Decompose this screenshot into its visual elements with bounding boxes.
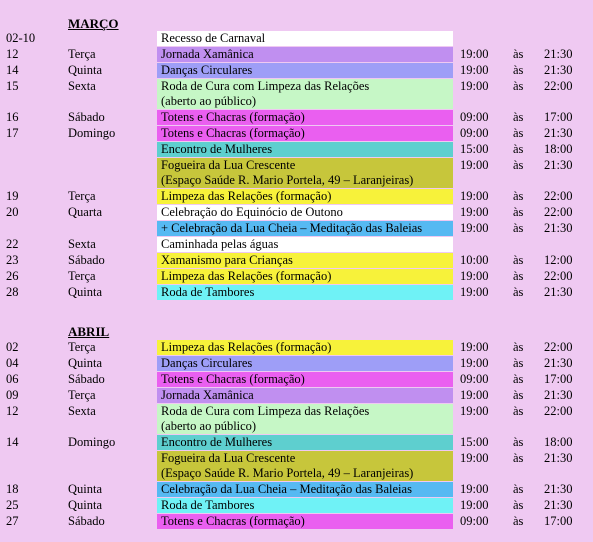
time-separator: às — [513, 514, 524, 528]
schedule-row — [0, 205, 593, 221]
event-weekday: Terça — [68, 47, 96, 61]
event-end-time: 21:30 — [544, 388, 573, 402]
event-end-time: 21:30 — [544, 482, 573, 496]
event-end-time: 22:00 — [544, 79, 573, 93]
event-start-time: 19:00 — [460, 158, 489, 172]
event-start-time: 15:00 — [460, 142, 489, 156]
event-weekday: Sábado — [68, 253, 105, 267]
event-weekday: Terça — [68, 388, 96, 402]
time-separator: às — [513, 482, 524, 496]
event-date: 02 — [6, 340, 19, 354]
time-separator: às — [513, 221, 524, 235]
schedule-row — [0, 388, 593, 404]
event-end-time: 22:00 — [544, 404, 573, 418]
event-date: 26 — [6, 269, 19, 283]
event-weekday: Quarta — [68, 205, 103, 219]
time-separator: às — [513, 285, 524, 299]
event-date: 14 — [6, 435, 19, 449]
event-activity: Roda de Cura com Limpeza das Relações (aberto ao público) — [157, 404, 453, 434]
event-end-time: 21:30 — [544, 126, 573, 140]
event-end-time: 21:30 — [544, 356, 573, 370]
event-activity: Limpeza das Relações (formação) — [157, 340, 453, 355]
schedule-row — [0, 372, 593, 388]
schedule-row — [0, 498, 593, 514]
event-end-time: 17:00 — [544, 372, 573, 386]
event-end-time: 22:00 — [544, 189, 573, 203]
schedule-row — [0, 482, 593, 498]
event-activity: Xamanismo para Crianças — [157, 253, 453, 268]
event-activity: Limpeza das Relações (formação) — [157, 189, 453, 204]
schedule-row — [0, 237, 593, 253]
event-end-time: 21:30 — [544, 221, 573, 235]
event-end-time: 22:00 — [544, 205, 573, 219]
event-activity: Totens e Chacras (formação) — [157, 372, 453, 387]
event-date: 04 — [6, 356, 19, 370]
time-separator: às — [513, 269, 524, 283]
event-weekday: Quinta — [68, 482, 103, 496]
event-weekday: Domingo — [68, 126, 116, 140]
event-activity: Roda de Tambores — [157, 285, 453, 300]
event-activity: Roda de Tambores — [157, 498, 453, 513]
event-start-time: 19:00 — [460, 482, 489, 496]
event-start-time: 19:00 — [460, 404, 489, 418]
event-start-time: 19:00 — [460, 189, 489, 203]
event-activity: Fogueira da Lua Crescente (Espaço Saúde R. Mario Portela, 49 – Laranjeiras) — [157, 451, 453, 481]
event-end-time: 12:00 — [544, 253, 573, 267]
schedule-row — [0, 126, 593, 142]
event-weekday: Terça — [68, 340, 96, 354]
event-end-time: 21:30 — [544, 47, 573, 61]
event-start-time: 19:00 — [460, 451, 489, 465]
event-start-time: 19:00 — [460, 285, 489, 299]
time-separator: às — [513, 110, 524, 124]
event-end-time: 22:00 — [544, 340, 573, 354]
time-separator: às — [513, 253, 524, 267]
schedule-row — [0, 31, 593, 47]
event-weekday: Terça — [68, 269, 96, 283]
event-date: 23 — [6, 253, 19, 267]
event-end-time: 21:30 — [544, 158, 573, 172]
event-activity: Encontro de Mulheres — [157, 435, 453, 450]
event-activity: Totens e Chacras (formação) — [157, 126, 453, 141]
month-title-marco: MARÇO — [68, 16, 119, 31]
time-separator: às — [513, 356, 524, 370]
event-activity: Celebração do Equinócio de Outono — [157, 205, 453, 220]
time-separator: às — [513, 340, 524, 354]
event-activity: Recesso de Carnaval — [157, 31, 453, 46]
event-start-time: 19:00 — [460, 221, 489, 235]
event-date: 27 — [6, 514, 19, 528]
event-start-time: 10:00 — [460, 253, 489, 267]
schedule-row — [0, 189, 593, 205]
event-weekday: Sábado — [68, 110, 105, 124]
schedule-row — [0, 158, 593, 189]
event-weekday: Sexta — [68, 404, 96, 418]
event-start-time: 09:00 — [460, 110, 489, 124]
event-date: 18 — [6, 482, 19, 496]
event-end-time: 21:30 — [544, 63, 573, 77]
event-start-time: 19:00 — [460, 269, 489, 283]
event-weekday: Quinta — [68, 63, 103, 77]
event-start-time: 19:00 — [460, 340, 489, 354]
event-date: 17 — [6, 126, 19, 140]
time-separator: às — [513, 435, 524, 449]
event-end-time: 22:00 — [544, 269, 573, 283]
event-weekday: Sexta — [68, 79, 96, 93]
time-separator: às — [513, 158, 524, 172]
event-date: 19 — [6, 189, 19, 203]
event-end-time: 21:30 — [544, 451, 573, 465]
schedule-row — [0, 79, 593, 110]
time-separator: às — [513, 189, 524, 203]
schedule-row — [0, 63, 593, 79]
event-start-time: 15:00 — [460, 435, 489, 449]
event-activity: Encontro de Mulheres — [157, 142, 453, 157]
event-date: 09 — [6, 388, 19, 402]
schedule-row — [0, 269, 593, 285]
event-start-time: 19:00 — [460, 356, 489, 370]
event-weekday: Domingo — [68, 435, 116, 449]
event-end-time: 17:00 — [544, 110, 573, 124]
event-start-time: 19:00 — [460, 205, 489, 219]
event-start-time: 19:00 — [460, 47, 489, 61]
event-weekday: Sábado — [68, 372, 105, 386]
schedule-row — [0, 253, 593, 269]
event-activity: Limpeza das Relações (formação) — [157, 269, 453, 284]
event-activity: + Celebração da Lua Cheia – Meditação das Baleias — [157, 221, 453, 236]
time-separator: às — [513, 126, 524, 140]
event-date: 12 — [6, 404, 19, 418]
event-end-time: 17:00 — [544, 514, 573, 528]
event-activity: Totens e Chacras (formação) — [157, 110, 453, 125]
event-date: 02-10 — [6, 31, 36, 45]
time-separator: às — [513, 404, 524, 418]
time-separator: às — [513, 63, 524, 77]
event-activity: Jornada Xamânica — [157, 388, 453, 403]
schedule-row — [0, 451, 593, 482]
event-activity: Danças Circulares — [157, 63, 453, 78]
event-activity: Caminhada pelas águas — [157, 237, 453, 252]
event-end-time: 18:00 — [544, 435, 573, 449]
time-separator: às — [513, 451, 524, 465]
event-activity: Jornada Xamânica — [157, 47, 453, 62]
event-start-time: 19:00 — [460, 388, 489, 402]
schedule-row — [0, 514, 593, 530]
time-separator: às — [513, 79, 524, 93]
event-start-time: 09:00 — [460, 372, 489, 386]
event-weekday: Quinta — [68, 498, 103, 512]
event-date: 15 — [6, 79, 19, 93]
event-start-time: 19:00 — [460, 79, 489, 93]
event-activity: Fogueira da Lua Crescente (Espaço Saúde R. Mario Portela, 49 – Laranjeiras) — [157, 158, 453, 188]
event-end-time: 18:00 — [544, 142, 573, 156]
event-weekday: Terça — [68, 189, 96, 203]
schedule-row — [0, 142, 593, 158]
time-separator: às — [513, 142, 524, 156]
schedule-row — [0, 435, 593, 451]
event-start-time: 09:00 — [460, 514, 489, 528]
event-date: 06 — [6, 372, 19, 386]
event-end-time: 21:30 — [544, 498, 573, 512]
event-activity: Celebração da Lua Cheia – Meditação das Baleias — [157, 482, 453, 497]
event-weekday: Quinta — [68, 285, 103, 299]
event-date: 16 — [6, 110, 19, 124]
event-weekday: Quinta — [68, 356, 103, 370]
event-date: 22 — [6, 237, 19, 251]
event-date: 28 — [6, 285, 19, 299]
event-date: 25 — [6, 498, 19, 512]
schedule-row — [0, 110, 593, 126]
event-date: 14 — [6, 63, 19, 77]
event-activity: Danças Circulares — [157, 356, 453, 371]
time-separator: às — [513, 47, 524, 61]
event-end-time: 21:30 — [544, 285, 573, 299]
schedule-row — [0, 404, 593, 435]
event-activity: Totens e Chacras (formação) — [157, 514, 453, 529]
time-separator: às — [513, 372, 524, 386]
time-separator: às — [513, 498, 524, 512]
schedule-row — [0, 47, 593, 63]
time-separator: às — [513, 205, 524, 219]
event-weekday: Sábado — [68, 514, 105, 528]
event-start-time: 19:00 — [460, 63, 489, 77]
event-start-time: 09:00 — [460, 126, 489, 140]
schedule-row — [0, 356, 593, 372]
event-date: 12 — [6, 47, 19, 61]
month-title-abril: ABRIL — [68, 324, 110, 339]
schedule-row — [0, 221, 593, 237]
event-date: 20 — [6, 205, 19, 219]
time-separator: às — [513, 388, 524, 402]
schedule-row — [0, 340, 593, 356]
event-start-time: 19:00 — [460, 498, 489, 512]
schedule-row — [0, 285, 593, 301]
event-activity: Roda de Cura com Limpeza das Relações (aberto ao público) — [157, 79, 453, 109]
event-weekday: Sexta — [68, 237, 96, 251]
